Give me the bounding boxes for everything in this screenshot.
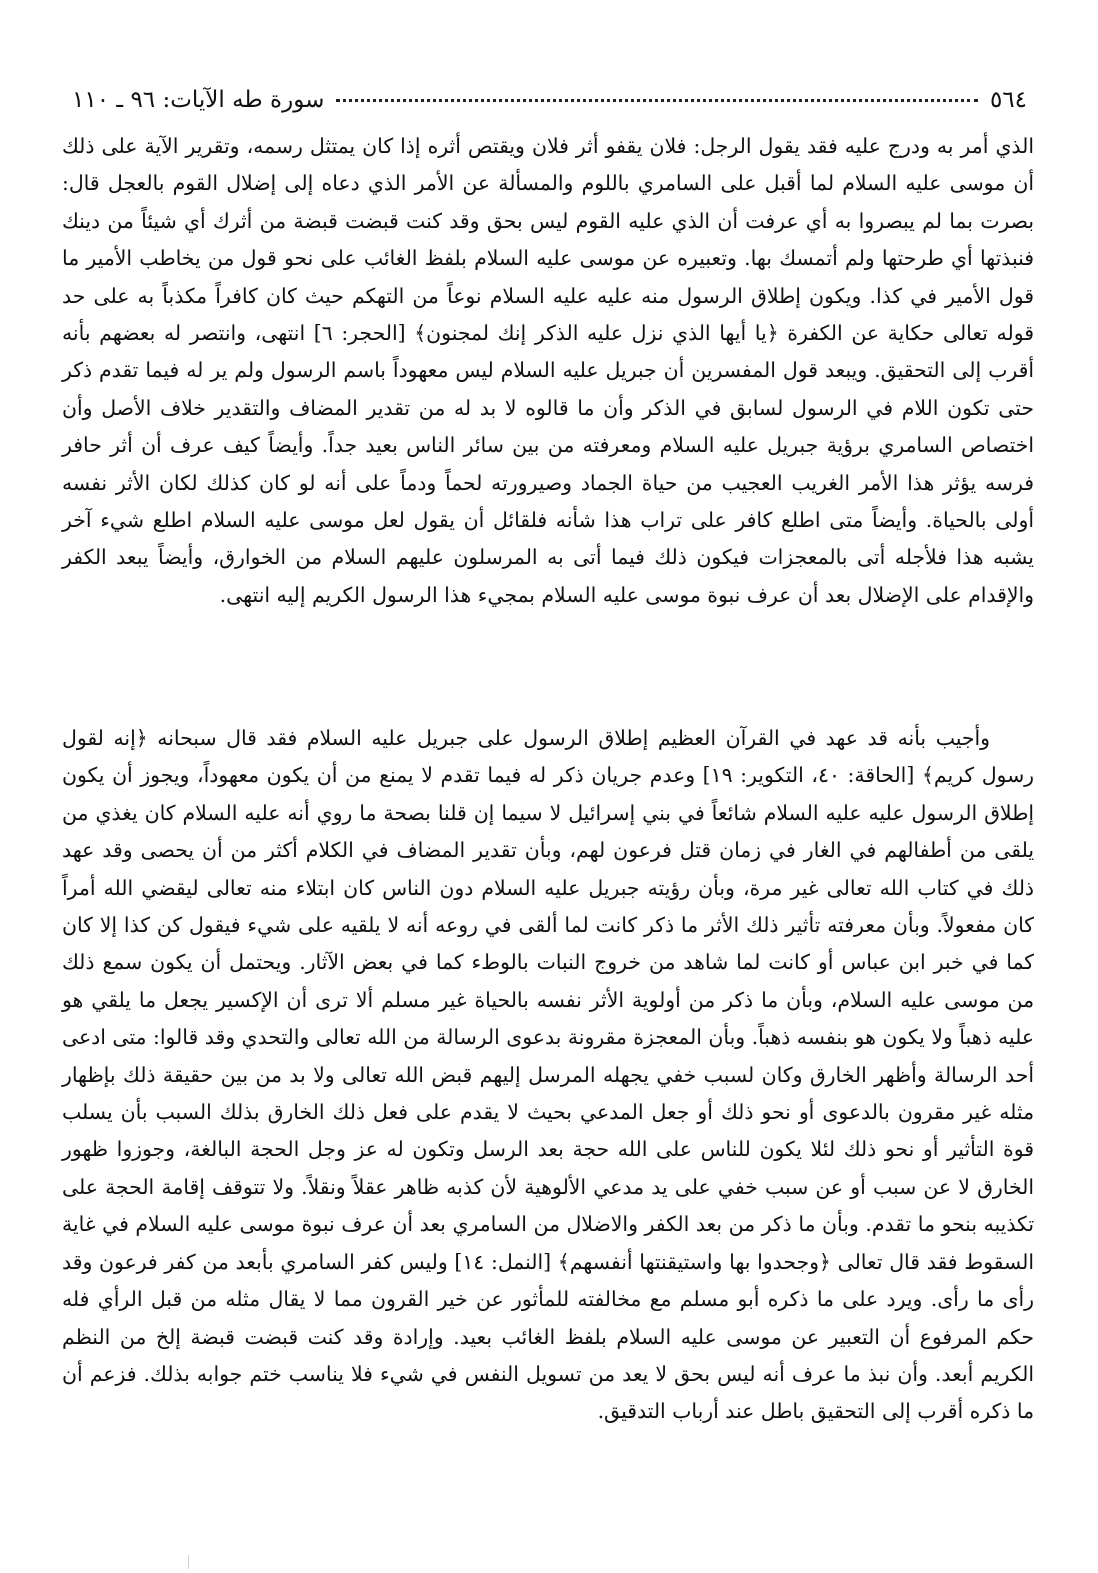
header-dotted-leader [336, 99, 978, 102]
paragraph-2-text: وأجيب بأنه قد عهد في القرآن العظيم إطلاق الرسول على جبريل عليه السلام فقد قال سبحانه ﴿إنه لقول رسول كريم﴾ [الحاقة: ٤٠، التكوير: ١٩] وعدم جريان ذكر له فيما تقدم لا يمنع من أن يكون معهوداً، ويجوز أن يكون إطلاق الرسول عليه عليه السلام شائعاً في بني إسرائيل لا سيما إن قلنا بصحة ما روي أنه عليه السلام كان يغذي من يلقى من أطفالهم في الغار في زمان قتل فرعون لهم، وبأن تقدير المضاف في الكلام أكثر من أن يحصى وقد عهد ذلك في كتاب الله تعالى غير مرة، وبأن رؤيته جبريل عليه السلام دون الناس كان ابتلاء منه تعالى ليقضي الله أمراً كان مفعولاً. وبأن معرفته تأثير ذلك الأثر ما ذكر كانت لما ألقى في روعه أنه لا يلقيه على شيء فيقول كن كذا إلا كان كما في خبر ابن عباس أو كانت لما شاهد من خروج النبات بالوطء كما في بعض الآثار. ويحتمل أن يكون سمع ذلك من موسى عليه السلام، وبأن ما ذكر من أولوية الأثر نفسه بالحياة غير مسلم ألا ترى أن الإكسير يجعل ما يلقي هو عليه ذهباً ولا يكون هو بنفسه ذهباً. وبأن المعجزة مقرونة بدعوى الرسالة من الله تعالى والتحدي وقد قالوا: متى ادعى أحد الرسالة وأظهر الخارق وكان لسبب خفي يجهله المرسل إليهم قبض الله تعالى ولا بد من بين حقيقة ذلك بإظهار مثله غير مقرون بالدعوى أو نحو ذلك أو جعل المدعي بحيث لا يقدم على فعل ذلك الخارق بذلك السبب بأن يسلب قوة التأثير أو نحو ذلك لئلا يكون للناس على الله حجة بعد الرسل وتكون له عز وجل الحجة البالغة، وجوزوا ظهور الخارق لا عن سبب أو عن سبب خفي على يد مدعي الألوهية لأن كذبه ظاهر عقلاً ونقلاً. ولا تتوقف إقامة الحجة على تكذيبه بنحو ما تقدم. وبأن ما ذكر من بعد الكفر والاضلال من السامري بعد أن عرف نبوة موسى عليه السلام في غاية السقوط فقد قال تعالى ﴿وجحدوا بها واستيقنتها أنفسهم﴾ [النمل: ١٤] وليس كفر السامري بأبعد من كفر فرعون وقد رأى ما رأى. ويرد على ما ذكره أبو مسلم مع مخالفته للمأثور عن خير القرون مما لا يقال مثله من قبل الرأي فله حكم المرفوع أن التعبير عن موسى عليه السلام بلفظ الغائب بعيد. وإرادة وقد كنت قبضت قبضة إلخ من النظم الكريم أبعد. وأن نبذ ما عرف أنه ليس بحق لا يعد من تسويل النفس في شيء فلا يناسب ختم جوابه بذلك. فزعم أن ما ذكره أقرب إلى التحقيق باطل عند أرباب التدقيق. [62, 726, 1034, 1424]
running-title: سورة طه الآيات: ٩٦ ـ ١١٠ [72, 87, 325, 113]
paragraph-1: الذي أمر به ودرج عليه فقد يقول الرجل: فلان يقفو أثر فلان ويقتص أثره إذا كان يمتثل رسمه، وتقرير الآية على ذلك أن موسى عليه السلام لما أقبل على السامري باللوم والمسألة عن الأمر الذي دعاه إلى إضلال القوم بالعجل قال: بصرت بما لم يبصروا به أي عرفت أن الذي عليه القوم ليس بحق وقد كنت قبضت قبضة من أثرك أي شيئاً من دينك فنبذتها أي طرحتها ولم أتمسك بها. وتعبيره عن موسى عليه السلام بلفظ الغائب على نحو قول من يخاطب الأمير ما قول الأمير في كذا. ويكون إطلاق الرسول منه عليه عليه السلام نوعاً من التهكم حيث كان كافراً مكذباً به على حد قوله تعالى حكاية عن الكفرة ﴿يا أيها الذي نزل عليه الذكر إنك لمجنون﴾ [الحجر: ٦] انتهى، وانتصر له بعضهم بأنه أقرب إلى التحقيق. ويبعد قول المفسرين أن جبريل عليه السلام ليس معهوداً باسم الرسول ولم ير له فيما تقدم ذكر حتى تكون اللام في الرسول لسابق في الذكر وأن ما قالوه لا بد له من تقدير المضاف والتقدير خلاف الأصل وأن اختصاص السامري برؤية جبريل عليه السلام ومعرفته من بين سائر الناس بعيد جداً. وأيضاً كيف عرف أن أثر حافر فرسه يؤثر هذا الأمر الغريب العجيب من حياة الجماد وصيرورته لحماً ودماً على أنه لو كان كذلك لكان الأثر نفسه أولى بالحياة. وأيضاً متى اطلع كافر على تراب هذا شأنه فلقائل أن يقول لعل موسى عليه السلام اطلع شيء آخر يشبه هذا فلأجله أتى بالمعجزات فيكون ذلك فيما أتى به المرسلون عليهم السلام من الخوارق، وأيضاً يبعد الكفر والإقدام على الإضلال بعد أن عرف نبوة موسى عليه السلام بمجيء هذا الرسول الكريم إليه انتهى. [62, 134, 1034, 607]
paragraph-2 [62, 720, 1034, 1431]
page-header [72, 80, 1027, 120]
page-number: ٥٦٤ [989, 87, 1027, 113]
scan-mark [188, 1555, 189, 1569]
